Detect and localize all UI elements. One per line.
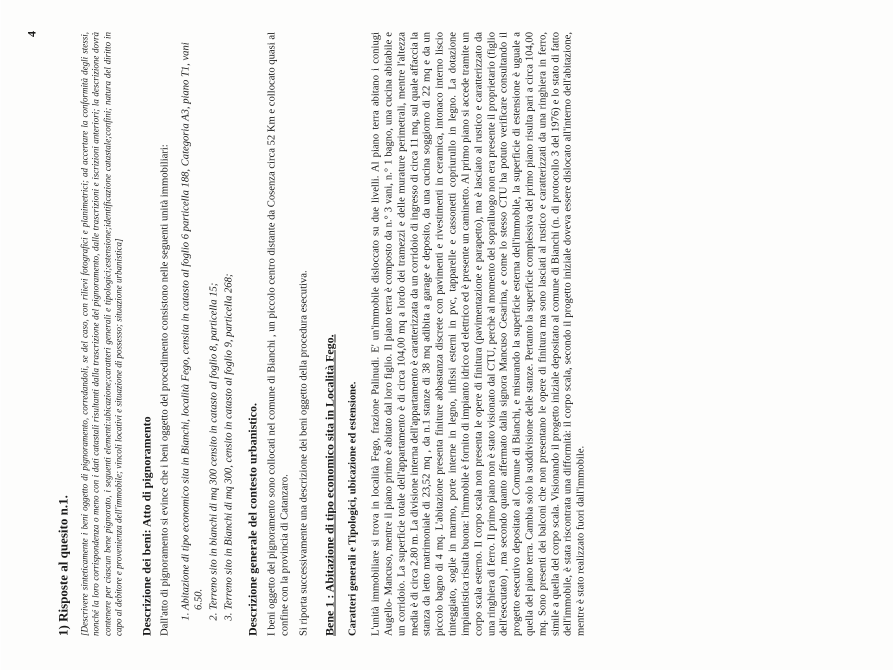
asset-item: 2. Terreno sito in bianchi di mq 300 censito in catasto al foglio 8, particella 15; — [208, 32, 221, 610]
context-line: I beni oggetto del pignoramento sono collocati nel comune di Bianchi , un piccolo centro distante da Cosenza circa 52 Km e collocato quasi al confine con la provincia di Catanzaro. — [265, 32, 290, 636]
beni-intro-paragraph: Dall'atto di pignoramento si evince che i beni oggetto del procedimento consistono nelle seguenti unità immobiliari: — [159, 144, 171, 636]
instructions-paragraph: [Descrivere sinteticamente i beni oggetto di pignoramento, corredandoli, se del caso, con rilievi fotografici e planimetrici; ad accertare la conformità degli stessi, nonché la loro corrispondenza o meno con i dati catastali risultanti dalla trascrizione del pignoramento, dalle trascrizioni e iscrizioni anteriori; la descrizione dovrà contenere per ciascun bene pignorato, i seguenti elementi:ubicazione;caratteri generali e tipologici;estensione;identificazione catastale;confini; natura del diritto in capo al debitore e provenienza dell'immobile; vincoli locativi e situazione di possesso; situazione urbanistica] — [78, 32, 124, 636]
assets-list — [180, 32, 235, 636]
characteristics-title: Caratteri generali e Tipologici, ubicazione ed estensione. — [346, 381, 358, 636]
context-line: Si riporta successivamente una descrizione dei beni oggetto della procedura esecutiva. — [297, 270, 309, 636]
asset-item: 3. Terreno sito in Bianchi di mq 300, censito in catasto al foglio 9, particella 268; — [223, 32, 236, 610]
page-number: 4 — [24, 31, 38, 37]
answer-heading: 1) Risposte al quesito n.1. — [55, 495, 70, 636]
context-section-title: Descrizione generale del contesto urbanistico. — [245, 403, 260, 636]
asset-item: 1. Abitazione di tipo economico sita in Bianchi, località Fego, censita in catasto al foglio 6 particella 188, Categoria A3, piano T1, vani 6.50. — [180, 32, 206, 610]
bene1-title: Bene 1 : Abitazione di tipo economico sita in Località Fego. — [322, 334, 337, 636]
context-paragraph — [266, 32, 310, 636]
beni-section-title: Descrizione dei beni: Atto di pignoramento — [138, 416, 153, 636]
characteristics-paragraph: L'unità immobiliare si trova in località Fego, frazione Palinudi. E' un'immobile disloccato su due livelli. Al piano terra abitano i coniugi Augello- Mancuso, mentre il piano primo è abitato dal loro figlio. Il piano terra è composto da n.° 3 vani, n.° 1 bagno, una cucina abitabile e un corridoio. La superficie totale dell'appartamento è di circa 104,00 mq a lordo dei tramezzi e delle murature perimetrali, mentre l'altezza media è di circa 2.80 m. La divisione interna dell'appartamento è caratterizzata da un corridoio di ingresso di circa 11 mq, sul quale affaccia la stanza da letto matrimoniale di 23,52 mq , da n.1 stanze di 38 mq adibita a garage e deposito, da una cucina soggiorno di 22 mq e da un piccolo bagno di 4 mq. L'abitazione presenta finiture abbastanza discrete con pavimenti e rivestimenti in ceramica, intonaco interno liscio tinteggiato, soglie in marmo, porte interne in legno, infissi esterni in pvc, tapparelle e cassonetti copriurullo in legno. La dotazione impiantistica risulta buona: l'immobile è fornito di impianto idrico ed elettrico ed è presente un caminetto. Al primo piano si accede tramite un corpo scala esterno. Il corpo scala non presenta le opere di finitura (pavimentazione e parapetto), ma è lasciato al rustico e caratterizzato da una ringhiera di ferro. Il primo piano non è stato visionato dal CTU, perchè al momento del sopralluogo non era presente il proprietario (figlio dell'esecutato) , ma secondo quanto affermato dalla signora Mancuso Cesarina, e come lo stesso CTU ha potuto verificare consultando il progetto esecutivo depositato al Comune di Bianchi, e misurando la superficie esterna dell'immobile, la superficie di estensione è uguale a quella del piano terra. Cambia solo la suddivisione delle stanze. Pertanto la superficie complessiva del primo piano risulta pari a circa 104,00 mq. Sono presenti dei balconi che non presentano le opere di finitura ma sono lasciati al rustico e caratterizzati da una ringhiera in ferro, simile a quella del corpo scala. Visionando il progetto iniziale depositato al comune di Bianchi (n. di protocollo 3 del 1976) e lo stato di fatto dell'immobile, è stata riscontrata una difformità: il corpo scala, secondo il progetto iniziale doveva essere dislocato all'interno dell'abitazione, mentre è stato realizzato fuori dall'immobile. — [370, 32, 587, 636]
